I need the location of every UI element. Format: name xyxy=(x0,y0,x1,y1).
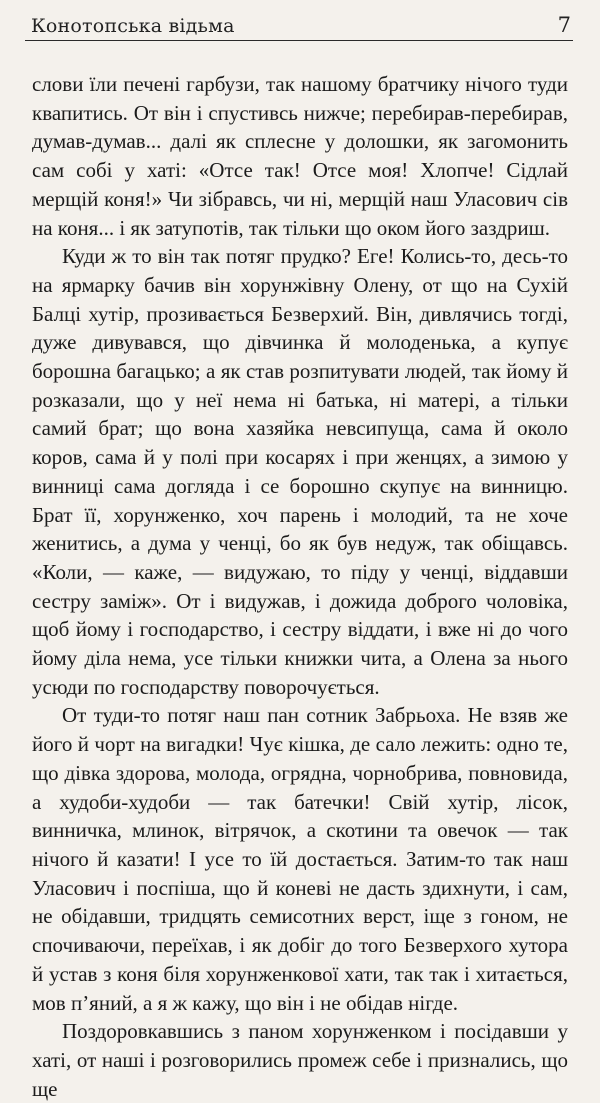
running-title: Конотопська відьма xyxy=(31,15,235,37)
paragraph: слови їли печені гарбузи, так нашому братчику нічого туди квапитись. От він і спустивсь нижче; перебирав-перебирав, думав-думав... далі як сплесне у долошки, як загомонить сам собі у хаті: «Отсе так! Отсе моя! Хлопче! Сідлай мерщій коня!» Чи зібравсь, чи ні, мерщій наш Уласович сів на коня... і як затупотів, так тільки що оком його заздриш. xyxy=(32,72,568,240)
paragraph: От туди-то потяг наш пан сотник Забрьоха. Не взяв же його й чорт на вигадки! Чує кішка, де сало лежить: одно те, що дівка здорова, молода, огрядна, чорнобрива, повновида, а худоби-худоби — так батечки! Свій хутір, лісок, винничка, млинок, вітрячок, а скотини та овечок — так нічого й казати! І усе то їй достається. Затим-то так наш Уласович і поспіша, що й коневі не дасть здихнути, і сам, не обідавши, тридцять семисотних верст, іще з гоном, не спочиваючи, переїхав, і як добіг до того Безверхого хутора й устав з коня біля хорунженкової хати, так так і хитається, мов п’яний, а я ж кажу, що він і не обідав нігде. xyxy=(32,703,568,1015)
page-number: 7 xyxy=(557,13,571,37)
paragraph: Поздоровкавшись з паном хорунженком і посідавши у хаті, от наші і розговорились промеж себе і признались, що ще xyxy=(32,1019,568,1101)
body-text xyxy=(32,70,568,1103)
page-header xyxy=(25,8,573,41)
paragraph: Куди ж то він так потяг прудко? Еге! Колись-то, десь-то на ярмарку бачив він хорунжівну Олену, от що на Сухій Балці хутір, прозивається Безверхий. Він, дивлячись тогді, дуже дивувався, що дівчинка й молоденька, а купує борошна багацько; а як став розпитувати людей, так йому й розказали, що у неї нема ні батька, ні матері, а тільки самий брат; що вона хазяйка невсипуща, сама й около коров, сама й у полі при косарях і при женцях, а зимою у винниці сама догляда і се борошно скупує на винницю. Брат її, хорунженко, хоч парень і молодий, та не хоче женитись, а дума у ченці, бо як був недуж, так обіщавсь. «Коли, — каже, — видужаю, то піду у ченці, віддавши сестру заміж». От і видужав, і дожида доброго чоловіка, щоб йому і господарство, і сестру віддати, і вже ні до чого йому діла нема, усе тільки книжки чита, а Олена за нього усюди по господарству поворочується. xyxy=(32,244,568,699)
